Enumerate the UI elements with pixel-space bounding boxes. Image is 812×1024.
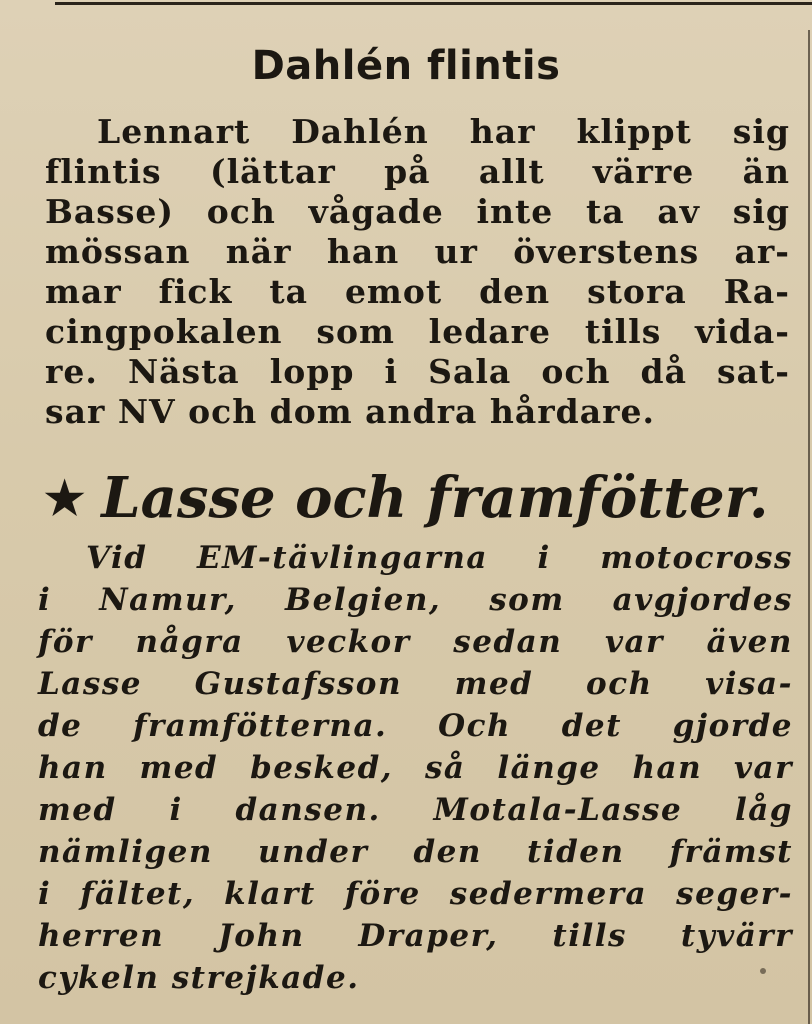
article2-line: de framfötterna. Och det gjorde xyxy=(38,708,793,744)
top-border-rule xyxy=(55,2,812,5)
article2-line: han med besked, så länge han var xyxy=(38,750,793,786)
article1-line: mössan när han ur överstens ar- xyxy=(45,232,790,271)
article2-line: Vid EM-tävlingarna i motocross xyxy=(86,540,793,576)
article1-line: mar fick ta emot den stora Ra- xyxy=(45,272,790,311)
article2-line: för några veckor sedan var även xyxy=(38,624,793,660)
star-icon: ★ xyxy=(44,471,86,525)
article1-line: sar NV och dom andra hårdare. xyxy=(45,392,655,431)
article2-headline-text: Lasse och framfötter. xyxy=(101,465,769,531)
article2-headline xyxy=(44,462,804,534)
article1-line: cingpokalen som ledare tills vida- xyxy=(45,312,790,351)
article2-line: cykeln strejkade. xyxy=(38,960,360,996)
article1-line: Basse) och vågade inte ta av sig xyxy=(45,192,790,231)
print-speck xyxy=(760,968,766,974)
article1-line: Lennart Dahlén har klippt sig xyxy=(97,112,790,151)
article1-line: flintis (lättar på allt värre än xyxy=(45,152,790,191)
article2-line: i Namur, Belgien, som avgjordes xyxy=(38,582,793,618)
article1-line: re. Nästa lopp i Sala och då sat- xyxy=(45,352,790,391)
article1-headline: Dahlén flintis xyxy=(251,43,561,89)
article2-line: med i dansen. Motala-Lasse låg xyxy=(38,792,793,828)
right-column-rule xyxy=(808,30,810,1024)
article2-line: i fältet, klart före sedermera seger- xyxy=(38,876,793,912)
article2-line: Lasse Gustafsson med och visa- xyxy=(38,666,793,702)
article2-line: herren John Draper, tills tyvärr xyxy=(38,918,793,954)
article2-line: nämligen under den tiden främst xyxy=(38,834,793,870)
